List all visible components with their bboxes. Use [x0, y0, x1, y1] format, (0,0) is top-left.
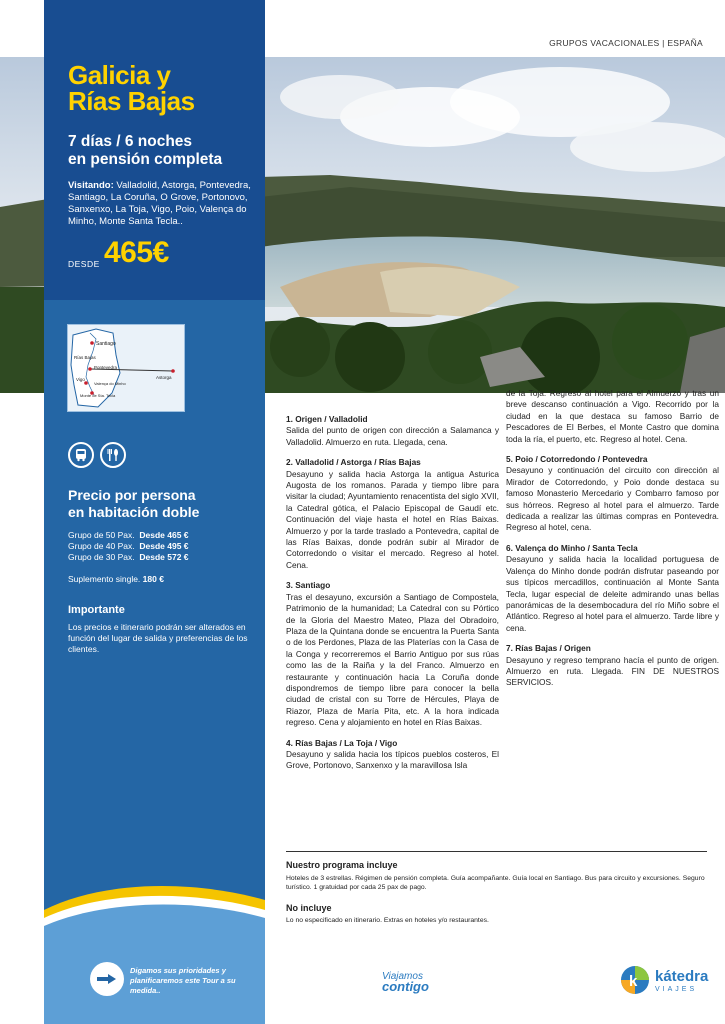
itinerary-day — [506, 454, 719, 534]
group-price: Desde 572 € — [139, 552, 189, 562]
map-label-santiago: Santiago — [96, 341, 116, 347]
group-label: Grupo de 50 Pax. — [68, 530, 135, 540]
itinerary-day — [286, 580, 499, 728]
day-text: Desayuno y salida hacia los típicos pueblos costeros, El Grove, Portonovo, Sanxenxo y la maravillosa Isla — [286, 748, 499, 771]
day-title: 1. Origen / Valladolid — [286, 414, 368, 424]
wave-decoration — [44, 870, 265, 1024]
day-text: Desayuno y continuación del circuito con dirección al Mirador de Cotorredondo, y Poio donde destaca su famoso Monasterio Mercedario y Combarro famoso por sus hórreos. Regreso al hotel para el almuerzo. Tarde dedicada a realizar las últimas compras en Pontevedra. Regreso al hotel, cena. — [506, 465, 719, 533]
map-label-rias-bajas: Rías Bajas — [74, 355, 96, 360]
single-label: Suplemento single. — [68, 574, 141, 584]
day-text: Tras el desayuno, excursión a Santiago de Compostela, Patrimonio de la humanidad; La Catedral con su Pórtico de la Gloria del Maestro Mateo, Plaza del Obradoiro, Plaza de la Quintana donde se encuentra la Puerta Santa o de los Perdones, Plaza de las Platerías con la Casa de la Conga y recorreremos el Barrio Antiguo por sus rúas como las de la Raiña y la del Franco. Almuerzo en restaurante y continuación hacia La Coruña donde dispondremos de tiempo libre para conocer la bella ciudad de cristal con su Torre de Hércules, Playa de Riazor, Plaza de María Pita, etc. A la hora indicada regreso. Cena y alojamiento en hotel en Rías Baixas. — [286, 591, 499, 728]
price-value: 465 — [104, 236, 153, 269]
itinerary-day — [506, 543, 719, 634]
viajamos-text: Viajamos — [382, 971, 423, 982]
price-currency: € — [152, 236, 169, 269]
bus-icon — [68, 442, 94, 468]
title-line-2: Rías Bajas — [68, 86, 195, 116]
page-title — [68, 62, 258, 114]
pricing-title-line-2: en habitación doble — [68, 504, 200, 520]
group-price-list — [68, 530, 189, 563]
map-label-astorga: Astorga — [156, 375, 172, 380]
day-title: 4. Rías Bajas / La Toja / Vigo — [286, 737, 398, 748]
group-label: Grupo de 30 Pax. — [68, 552, 135, 562]
katedra-emblem-icon — [620, 965, 650, 995]
day-text: Desayuno y salida hacia Astorga la antigua Asturica Augosta de los romanos. Parada y tiempo libre para visitar la ciudad; Ayuntamiento renacentista del siglo XVII, la Catedral gótica, el Palacio Episcopal de Gaudí etc. Continuación del viaje hasta el hotel en Rías Baixas. Almuerzo y por la tarde traslado a Pontevedra, capital de las Rías Baixas, donde podrán subir al Mirador de Cotorredondo o visitar el mercado. Regreso al hotel. Cena. — [286, 468, 499, 570]
pricing-title — [68, 487, 258, 521]
duration-subtitle — [68, 133, 258, 169]
single-price: 180 € — [142, 574, 164, 584]
single-supplement — [68, 574, 164, 584]
visiting-label: Visitando: — [68, 180, 114, 191]
map-label-pontevedra: Pontevedra — [94, 365, 118, 370]
group-price-row — [68, 530, 189, 541]
day-title: 5. Poio / Cotorredondo / Pontevedra — [506, 454, 648, 465]
desde-label: DESDE — [68, 259, 100, 269]
includes-title: Nuestro programa incluye — [286, 860, 398, 870]
map-label-vigo: Vigo — [76, 377, 85, 382]
galicia-map-icon — [68, 325, 184, 411]
group-label: Grupo de 40 Pax. — [68, 541, 135, 551]
service-icons — [68, 442, 126, 468]
brand-subtitle: VIAJES — [655, 985, 698, 993]
group-price-row — [68, 541, 189, 552]
day-title: 3. Santiago — [286, 580, 331, 591]
day-text: Salida del punto de origen con dirección a Salamanca y Valladolid. Almuerzo en ruta. Llegada, cena. — [286, 425, 499, 447]
itinerary-right-column — [506, 388, 719, 698]
visiting-list: Valladolid, Astorga, Pontevedra, Santiago, La Coruña, O Grove, Portonovo, Sanxenxo, La Toja, Vigo, Poio, Valença do Minho, Monte Santa Tecla.. — [68, 180, 251, 227]
visiting-text — [68, 180, 264, 228]
pricing-title-line-1: Precio por persona — [68, 487, 196, 503]
headline-price — [104, 236, 169, 270]
itinerary-day — [506, 388, 719, 445]
excludes-text: Lo no especificado en itinerario. Extras en hoteles y/o restaurantes. — [286, 917, 489, 924]
important-title: Importante — [68, 604, 125, 616]
title-line-1: Galicia y — [68, 60, 171, 90]
day-text: Desayuno y regreso temprano hacía el punto de origen. Almuerzo en ruta. Llegada. FIN DE NUESTROS SERVICIOS. — [506, 654, 719, 688]
day-title: 7. Rías Bajas / Origen — [506, 643, 591, 654]
svg-text:k: k — [629, 973, 638, 990]
includes-text: Hoteles de 3 estrellas. Régimen de pensión completa. Guía acompañante. Guía local en Santiago. Bus para circuito y excursiones. Seguro turístico. 1 gratuidad por cada 25 pax de pago. — [286, 875, 705, 891]
katedra-logo[interactable] — [620, 965, 708, 995]
subtitle-line-2: en pensión completa — [68, 151, 223, 168]
header-strip — [265, 0, 725, 57]
hand-icon — [90, 962, 124, 996]
brand-name: kátedra — [655, 967, 709, 985]
itinerary-day — [286, 738, 499, 772]
itinerary-day — [506, 643, 719, 689]
section-divider — [286, 851, 707, 852]
excludes-title: No incluye — [286, 903, 332, 913]
map-label-monte-tecla: Monte de Sta. Tecla — [80, 393, 116, 398]
group-price: Desde 495 € — [139, 541, 189, 551]
itinerary-day — [286, 457, 499, 571]
group-price: Desde 465 € — [139, 530, 189, 540]
important-text: Los precios e itinerario podrán ser alterados en función del lugar de salida y preferencias de los clientes. — [68, 622, 248, 654]
day-text: Desayuno y salida hacia la localidad portuguesa de Valença do Minho donde podrán disfrutar paseando por sus típicos mercadillos, continuación al Monte Santa Tecla, lugar especial de deleite admirando unas bellas panorámicas de la desembocadura del río Miño sobre el Atlántico. Regreso al hotel para el almuerzo. Tarde libre y cena. — [506, 554, 719, 633]
itinerary-left-column — [286, 414, 499, 781]
category-label: GRUPOS VACACIONALES | ESPAÑA — [549, 38, 703, 48]
map-label-valenca: Valença do Minho — [94, 381, 126, 386]
route-map — [67, 324, 185, 412]
slogan-text: Digamos sus prioridades y planificaremos este Tour a su medida.. — [130, 966, 236, 995]
contigo-text: contigo — [382, 979, 429, 994]
day-title: 2. Valladolid / Astorga / Rías Bajas — [286, 457, 421, 468]
subtitle-line-1: 7 días / 6 noches — [68, 133, 193, 150]
restaurant-icon — [100, 442, 126, 468]
itinerary-day — [286, 414, 499, 448]
day-text: de la Toja. Regreso al hotel para el Almuerzo y tras un breve descanso continuación a Vigo. Recorrido por la ciudad en la que destaca su famoso Barrio de Pescadores de El Berbes, el Monte Castro que domina toda la ría, el puerto, etc. Regreso al hotel. Cena. — [506, 388, 719, 444]
group-price-row — [68, 552, 189, 563]
viajamos-logo — [382, 972, 429, 992]
day-title: 6. Valença do Minho / Santa Tecla — [506, 542, 638, 553]
